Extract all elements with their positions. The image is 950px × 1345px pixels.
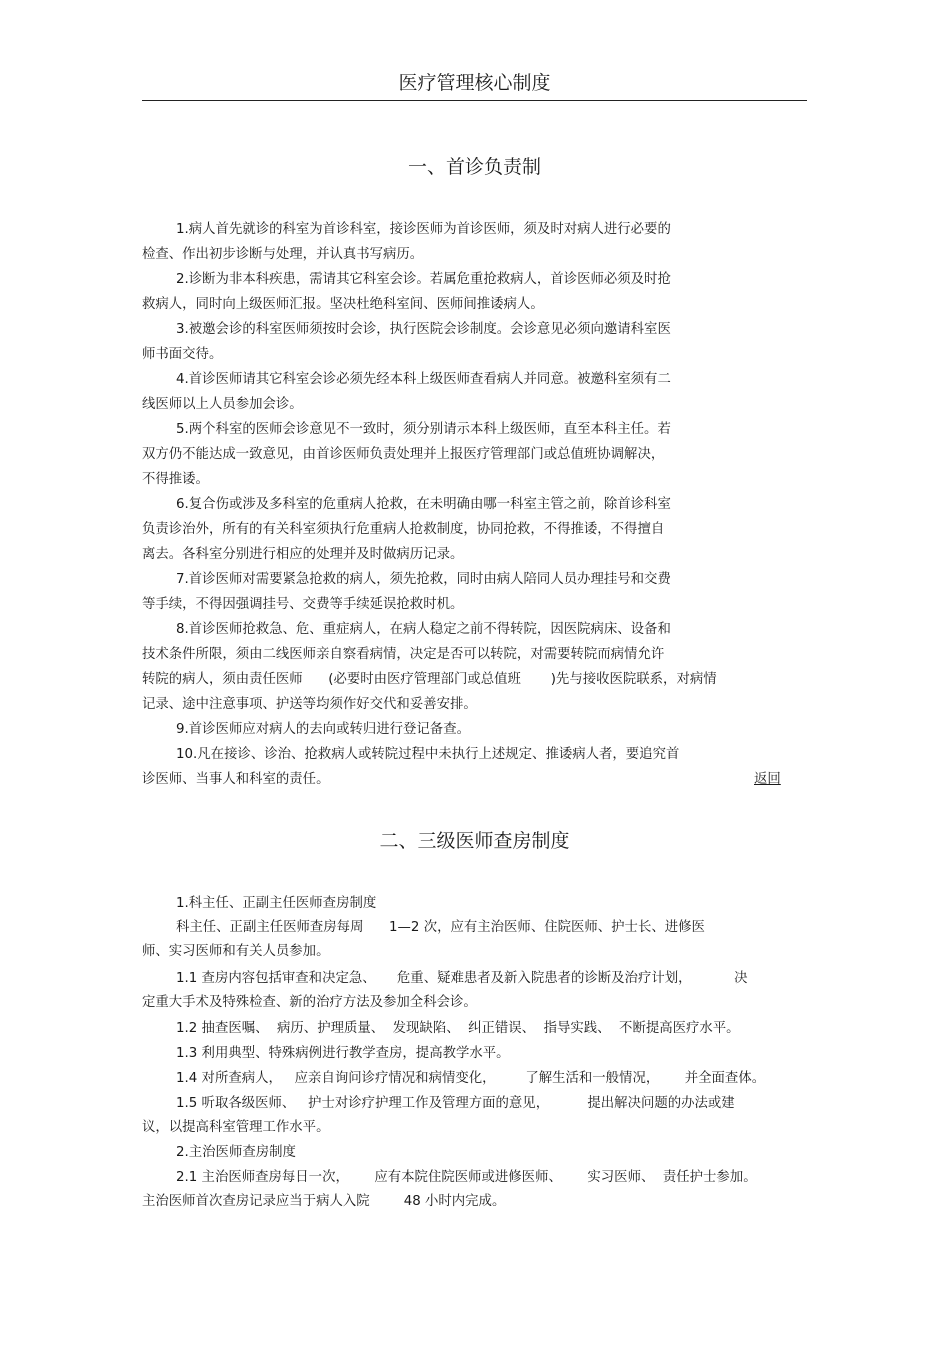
paragraph-line: 1.3 利用典型、特殊病例进行教学查房，提高教学水平。 xyxy=(176,1046,510,1061)
paragraph-line: 等手续，不得因强调挂号、交费等手续延误抢救时机。 xyxy=(142,597,464,612)
paragraph-line: 2.诊断为非本科疾患，需请其它科室会诊。若属危重抢救病人，首诊医师必须及时抢 xyxy=(176,272,671,287)
back-link[interactable]: 返回 xyxy=(754,772,781,787)
paragraph-line: 10.凡在接诊、诊治、抢救病人或转院过程中未执行上述规定、推诿病人者，要追究首 xyxy=(176,747,680,762)
paragraph-line: 3.被邀会诊的科室医师须按时会诊，执行医院会诊制度。会诊意见必须向邀请科室医 xyxy=(176,322,671,337)
paragraph-line: 主治医师首次查房记录应当于病人入院 48 小时内完成。 xyxy=(142,1194,506,1209)
document-header: 医疗管理核心制度 xyxy=(398,72,551,94)
paragraph-line: 双方仍不能达成一致意见，由首诊医师负责处理并上报医疗管理部门或总值班协调解决， xyxy=(142,447,665,462)
paragraph-line: 记录、途中注意事项、护送等均须作好交代和妥善安排。 xyxy=(142,697,477,712)
paragraph-line: 师书面交待。 xyxy=(142,347,223,362)
paragraph-line: 技术条件所限，须由二线医师亲自察看病情，决定是否可以转院，对需要转院而病情允许 xyxy=(142,647,665,662)
paragraph-line: 负责诊治外，所有的有关科室须执行危重病人抢救制度，协同抢救，不得推诿，不得擅自 xyxy=(142,522,665,537)
paragraph-line: 1.1 查房内容包括审查和决定急、 危重、疑难患者及新入院患者的诊断及治疗计划， 决 xyxy=(176,971,748,986)
paragraph-line: 1.4 对所查病人， 应亲自询问诊疗情况和病情变化， 了解生活和一般情况， 并全面查体。 xyxy=(176,1071,766,1086)
paragraph-line: 师、实习医师和有关人员参加。 xyxy=(142,944,330,959)
paragraph-line: 线医师以上人员参加会诊。 xyxy=(142,397,303,412)
paragraph-line: 2.1 主治医师查房每日一次， 应有本院住院医师或进修医师、 实习医师、 责任护士参加。 xyxy=(176,1170,757,1185)
paragraph-line: 1.病人首先就诊的科室为首诊科室，接诊医师为首诊医师，须及时对病人进行必要的 xyxy=(176,222,671,237)
paragraph-line: 转院的病人，须由责任医师 (必要时由医疗管理部门或总值班 )先与接收医院联系，对病情 xyxy=(142,672,717,687)
section-title-ward-rounds: 二、三级医师查房制度 xyxy=(379,830,570,852)
paragraph-line: 1.科主任、正副主任医师查房制度 xyxy=(176,896,377,911)
paragraph-line: 议，以提高科室管理工作水平。 xyxy=(142,1120,330,1135)
paragraph-line: 不得推诿。 xyxy=(142,472,209,487)
paragraph-line: 4.首诊医师请其它科室会诊必须先经本科上级医师查看病人并同意。被邀科室须有二 xyxy=(176,372,671,387)
paragraph-line: 6.复合伤或涉及多科室的危重病人抢救，在未明确由哪一科室主管之前，除首诊科室 xyxy=(176,497,671,512)
paragraph-line: 7.首诊医师对需要紧急抢救的病人，须先抢救，同时由病人陪同人员办理挂号和交费 xyxy=(176,572,671,587)
paragraph-line: 科主任、正副主任医师查房每周 1—2 次，应有主治医师、住院医师、护士长、进修医 xyxy=(176,920,705,935)
paragraph-line: 检查、作出初步诊断与处理，并认真书写病历。 xyxy=(142,247,424,262)
paragraph-line: 5.两个科室的医师会诊意见不一致时，须分别请示本科上级医师，直至本科主任。若 xyxy=(176,422,671,437)
paragraph-line: 离去。各科室分别进行相应的处理并及时做病历记录。 xyxy=(142,547,464,562)
paragraph-line: 定重大手术及特殊检查、新的治疗方法及参加全科会诊。 xyxy=(142,995,477,1010)
paragraph-line: 9.首诊医师应对病人的去向或转归进行登记备查。 xyxy=(176,722,470,737)
paragraph-line: 1.2 抽查医嘱、 病历、护理质量、 发现缺陷、 纠正错误、 指导实践、 不断提高医疗水平。 xyxy=(176,1021,740,1036)
paragraph-line: 诊医师、当事人和科室的责任。 xyxy=(142,772,330,787)
section-title-first-visit: 一、首诊负责制 xyxy=(407,156,541,178)
paragraph-line: 2.主治医师查房制度 xyxy=(176,1145,296,1160)
paragraph-line: 1.5 听取各级医师、 护士对诊疗护理工作及管理方面的意见， 提出解决问题的办法或建 xyxy=(176,1096,735,1111)
paragraph-line: 8.首诊医师抢救急、危、重症病人，在病人稳定之前不得转院，因医院病床、设备和 xyxy=(176,622,671,637)
header-divider xyxy=(142,100,807,101)
paragraph-line: 救病人，同时向上级医师汇报。坚决杜绝科室间、医师间推诿病人。 xyxy=(142,297,544,312)
